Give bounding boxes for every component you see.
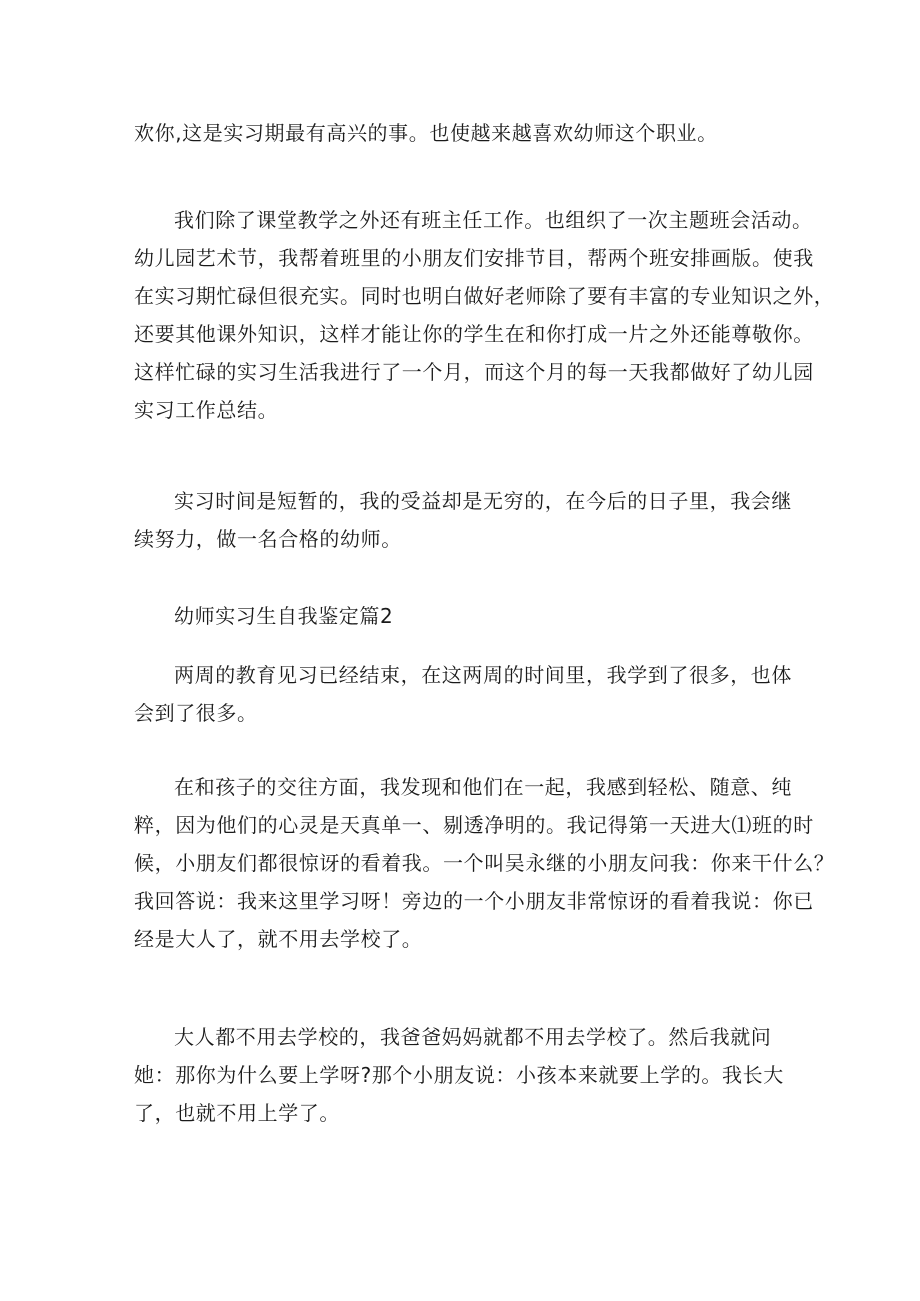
text-line: 还要其他课外知识，这样才能让你的学生在和你打成一片之外还能尊敬你。: [134, 322, 814, 346]
text-line: 在实习期忙碌但很充实。同时也明白做好老师除了要有丰富的专业知识之外，: [134, 284, 835, 308]
text-line: 了，也就不用上学了。: [134, 1101, 340, 1125]
text-line: 我回答说：我来这里学习呀！旁边的一个小朋友非常惊讶的看着我说：你已: [134, 889, 814, 913]
text-line: 她：那你为什么要上学呀?那个小朋友说：小孩本来就要上学的。我长大: [134, 1063, 784, 1087]
paragraph-1: [134, 114, 794, 152]
text-line: 我们除了课堂教学之外还有班主任工作。也组织了一次主题班会活动。: [174, 208, 813, 232]
paragraph-3: [134, 482, 794, 558]
paragraph-2: [134, 201, 835, 429]
paragraph-5: [134, 768, 835, 958]
text-line: 会到了很多。: [134, 701, 258, 725]
text-line: 在和孩子的交往方面，我发现和他们在一起，我感到轻松、随意、纯: [174, 775, 792, 799]
text-line: 这样忙碌的实习生活我进行了一个月，而这个月的每一天我都做好了幼儿园: [134, 360, 814, 384]
text-line: 粹，因为他们的心灵是天真单一、剔透净明的。我记得第一天进大⑴班的时: [134, 813, 814, 837]
section-heading: [134, 597, 794, 635]
text-line: 幼儿园艺术节，我帮着班里的小朋友们安排节目，帮两个班安排画版。使我: [134, 246, 814, 270]
text-line: 候，小朋友们都很惊讶的看着我。一个叫吴永继的小朋友问我：你来干什么？: [134, 851, 835, 875]
text-line: 实习工作总结。: [134, 398, 279, 422]
text-line: 大人都不用去学校的，我爸爸妈妈就都不用去学校了。然后我就问: [174, 1025, 772, 1049]
text-line: 实习时间是短暂的，我的受益却是无穷的，在今后的日子里，我会继: [174, 489, 792, 513]
text-line: 欢你,这是实习期最有高兴的事。也使越来越喜欢幼师这个职业。: [134, 121, 718, 145]
paragraph-4: [134, 656, 794, 732]
text-line: 经是大人了，就不用去学校了。: [134, 927, 423, 951]
text-line: 续努力，做一名合格的幼师。: [134, 527, 402, 551]
text-line: 两周的教育见习已经结束，在这两周的时间里，我学到了很多，也体: [174, 663, 792, 687]
section-heading-text: 幼师实习生自我鉴定篇2: [174, 604, 394, 628]
paragraph-6: [134, 1018, 794, 1132]
